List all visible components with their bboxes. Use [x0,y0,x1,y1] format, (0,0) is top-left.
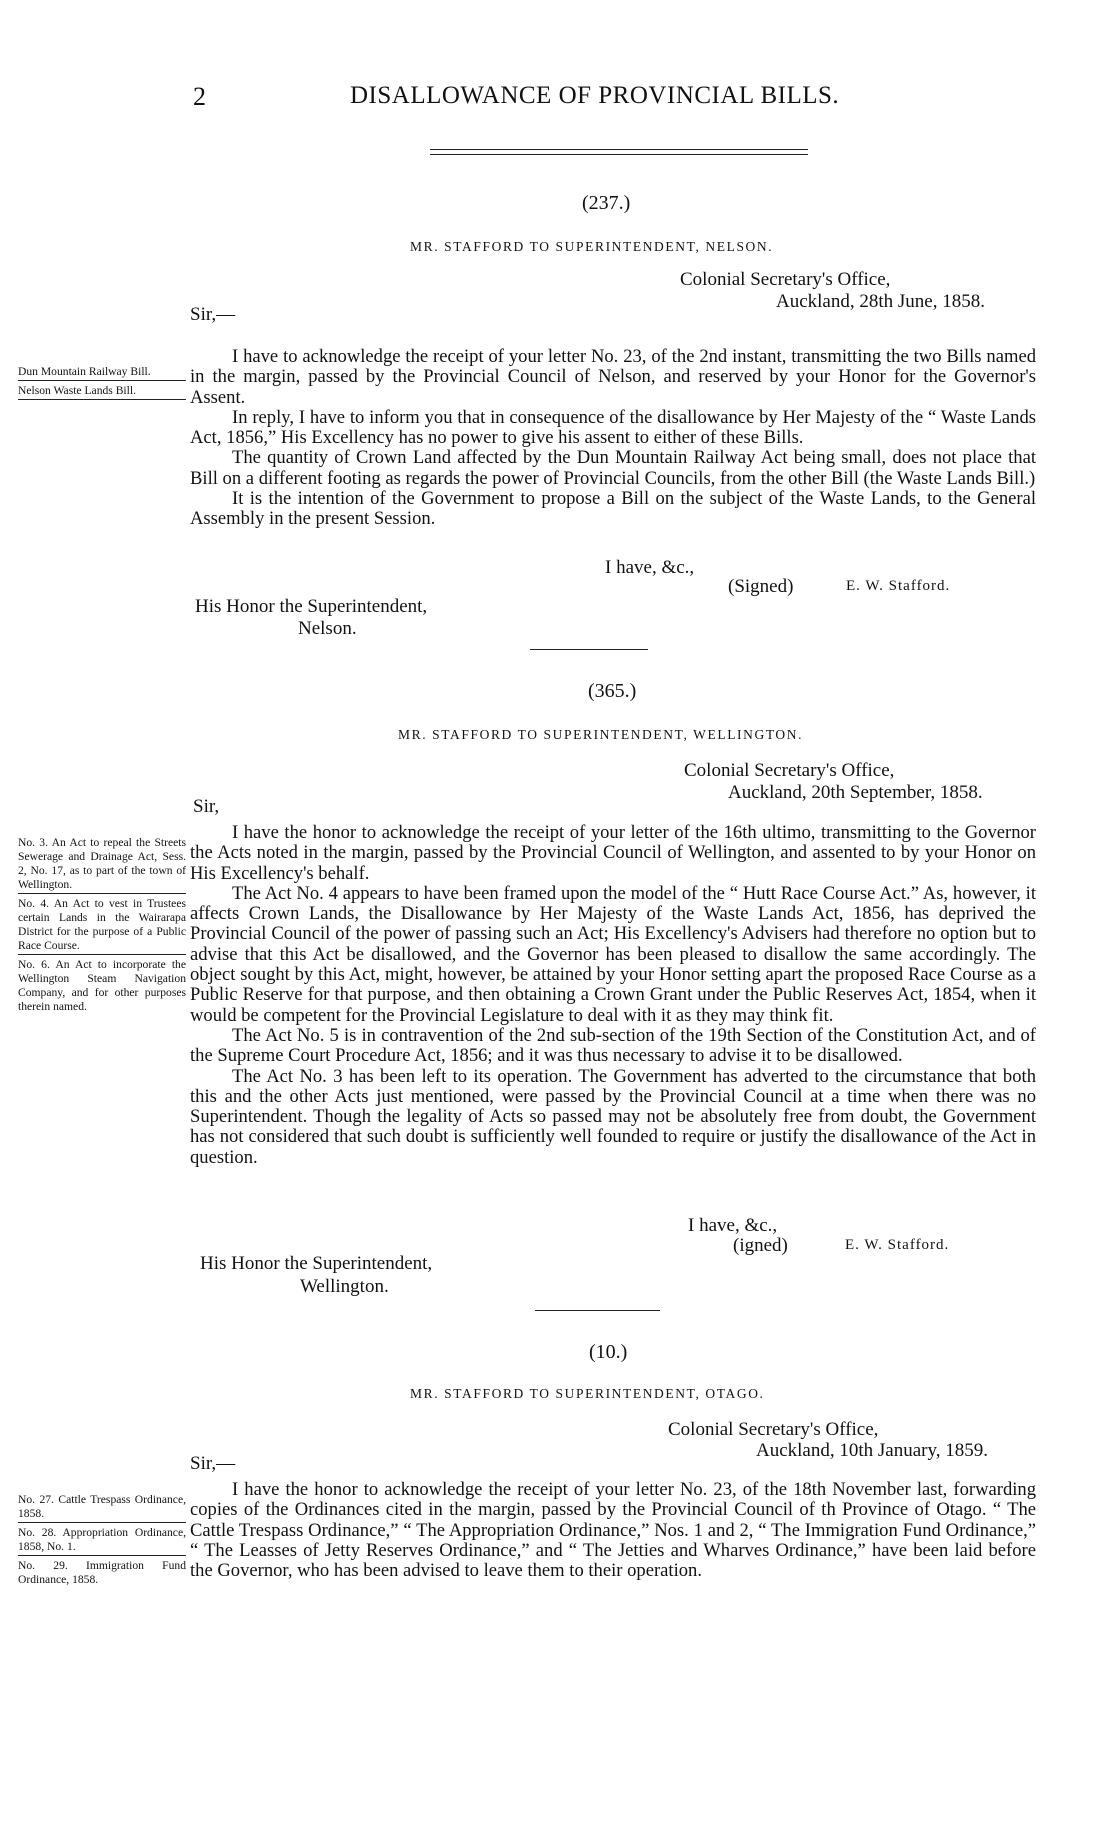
paragraph: I have the honor to acknowledge the receipt of your letter No. 23, of the 18th November last, forwarding copies of the Ordinances cited in the margin, passed by the Provincial Council of th Province of Otago. “ The Cattle Trespass Ordinance,” “ The Appropriation Ordinance,” Nos. 1 and 2, “ The Immigration Fund Ordinance,” “ The Leasses of Jetty Reserves Ordinance,” and “ The Jetties and Wharves Ordinance,” have been laid before the Governor, who has been advised to leave them to their operation. [190,1479,1036,1582]
paragraph: The Act No. 5 is in contravention of the 2nd sub-section of the 19th Section of the Constitution Act, and of the Supreme Court Procedure Act, 1856; and it was thus necessary to advise it to be disallowed. [190,1024,1036,1067]
letter-heading: MR. STAFFORD TO SUPERINTENDENT, OTAGO. [410,1386,765,1401]
signed-label: (igned) [733,1235,788,1256]
paragraph: I have the honor to acknowledge the receipt of your letter of the 16th ultimo, transmitting to the Governor the Acts noted in the margin, passed by the Provincial Council of Wellington, and assented to by your Honor on His Excellency's behalf. [190,822,1036,884]
margin-notes [18,836,186,1018]
letter-heading: MR. STAFFORD TO SUPERINTENDENT, WELLINGTON. [398,727,804,742]
letter-body [190,347,1036,530]
closing: I have, &c., [605,557,695,578]
section-rule [535,1310,660,1311]
place-date: Auckland, 10th January, 1859. [756,1440,988,1461]
header-rule [430,154,808,155]
office-line: Colonial Secretary's Office, [668,1419,879,1440]
paragraph: I have to acknowledge the receipt of your letter No. 23, of the 2nd instant, transmitting the two Bills named in the margin, passed by the Provincial Council of Nelson, and reserved by your Honor for the Governor's Assent. [190,346,1036,408]
place-date: Auckland, 20th September, 1858. [728,782,983,803]
margin-note: No. 27. Cattle Trespass Ordinance, 1858. [18,1493,186,1523]
paragraph: In reply, I have to inform you that in consequence of the disallowance by Her Majesty of the “ Waste Lands Act, 1856,” His Excellency has no power to give his assent to either of these Bills. [190,406,1036,449]
section-rule [530,649,648,650]
addressee-place: Wellington. [300,1276,389,1297]
margin-notes [18,1493,186,1591]
signature: E. W. Stafford. [845,1237,950,1253]
addressee: His Honor the Superintendent, [200,1253,433,1274]
page-number: 2 [193,82,206,111]
margin-note: No. 28. Appropriation Ordinance, 1858, No. 1. [18,1526,186,1556]
paragraph: It is the intention of the Government to propose a Bill on the subject of the Waste Lands, to the General Assembly in the present Session. [190,488,1036,530]
signed-label: (Signed) [728,576,794,597]
office-line: Colonial Secretary's Office, [684,760,895,781]
margin-notes [18,365,186,403]
place-date: Auckland, 28th June, 1858. [776,291,985,312]
signature: E. W. Stafford. [846,578,951,594]
paragraph: The Act No. 3 has been left to its operation. The Government has adverted to the circumstance that both this and the other Acts just mentioned, were passed by the Provincial Council at a time when there was no Superintendent. Though the legality of Acts so passed may not be absolutely free from doubt, the Government has not considered that such doubt is sufficiently well founded to require or justify the disallowance of the Act in question. [190,1065,1036,1168]
page-title: DISALLOWANCE OF PROVINCIAL BILLS. [350,82,840,109]
salutation: Sir,— [190,304,236,325]
letter-body [190,1480,1036,1581]
margin-note: No. 4. An Act to vest in Trustees certain Lands in the Wairarapa District for the purpose of a Public Race Course. [18,897,186,955]
letter-body [190,823,1036,1168]
salutation: Sir,— [190,1453,236,1474]
margin-note: No. 6. An Act to incorporate the Wellington Steam Navigation Company, and for other purposes therein named. [18,958,186,1013]
addressee: His Honor the Superintendent, [195,596,428,617]
addressee-place: Nelson. [298,618,357,639]
margin-note: Dun Mountain Railway Bill. [18,365,186,381]
margin-note: No. 29. Immigration Fund Ordinance, 1858. [18,1559,186,1586]
letter-number: (237.) [582,192,631,214]
paragraph: The quantity of Crown Land affected by the Dun Mountain Railway Act being small, does not place that Bill on a different footing as regards the power of Provincial Councils, from the other Bill (the Waste Lands Bill.) [190,447,1036,489]
letter-number: (10.) [589,1341,628,1363]
closing: I have, &c., [688,1215,778,1236]
letter-number: (365.) [588,680,637,702]
office-line: Colonial Secretary's Office, [680,269,891,290]
margin-note: Nelson Waste Lands Bill. [18,384,186,400]
salutation: Sir, [193,796,220,817]
letter-heading: MR. STAFFORD TO SUPERINTENDENT, NELSON. [410,239,774,254]
header-rule [430,149,808,150]
paragraph: The Act No. 4 appears to have been framed upon the model of the “ Hutt Race Course Act.” As, however, it affects Crown Lands, the Disallowance by Her Majesty of the Waste Lands Act, 1856, has deprived the Provincial Council of the power of passing such an Act; His Excellency's Advisers had therefore no option but to advise that this Act be disallowed, and the Governor has been pleased to disallow the same accordingly. The object sought by this Act, might, however, be attained by your Honor setting apart the proposed Race Course as a Public Reserve for that purpose, and then obtaining a Crown Grant under the Public Reserves Act, 1854, when it would be competent for the Provincial Legislature to deal with it as they may think fit. [190,882,1036,1026]
margin-note: No. 3. An Act to repeal the Streets Sewerage and Drainage Act, Sess. 2, No. 17, as to part of the town of Wellington. [18,836,186,894]
